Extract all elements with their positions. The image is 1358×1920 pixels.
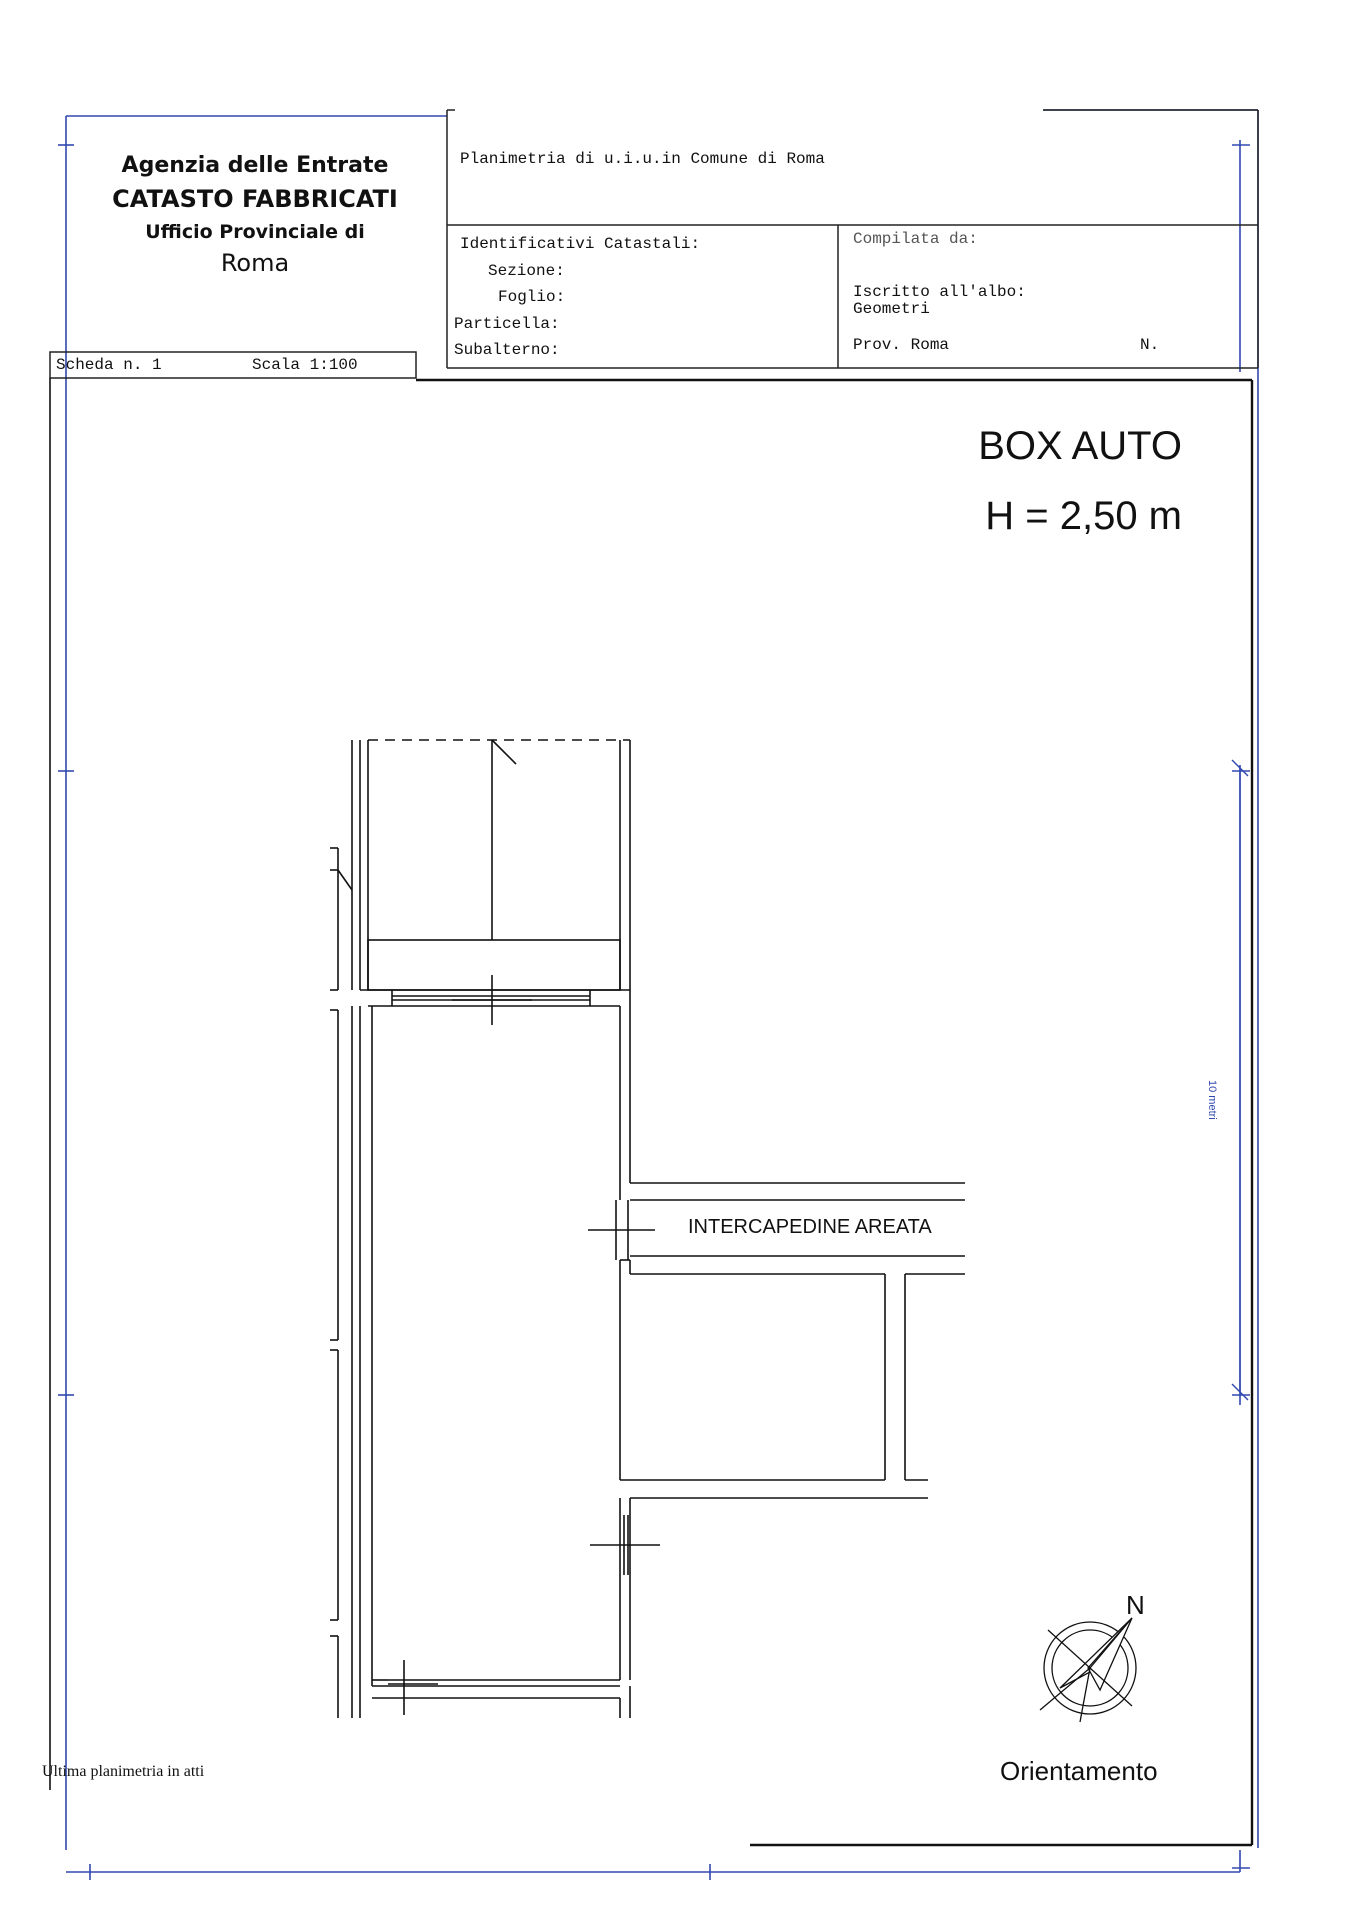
numero-label: N. bbox=[1140, 336, 1160, 354]
prov-label: Prov. Roma bbox=[853, 336, 950, 354]
plan-height: H = 2,50 m bbox=[985, 494, 1182, 538]
office-name-line4: Roma bbox=[220, 249, 290, 277]
office-name-line1: Agenzia delle Entrate bbox=[121, 153, 389, 178]
compass-icon bbox=[1040, 1618, 1136, 1722]
geometri-label: Geometri bbox=[853, 300, 930, 318]
scala-label: Scala 1:100 bbox=[252, 356, 358, 374]
compilata-label: Compilata da: bbox=[853, 230, 978, 248]
foglio-label: Foglio: bbox=[498, 288, 566, 306]
office-name-line3: Ufficio Provinciale di bbox=[145, 221, 365, 243]
iscritto-label: Iscritto all'albo: bbox=[853, 283, 1026, 301]
north-label: N bbox=[1126, 1590, 1145, 1620]
plan-title: BOX AUTO bbox=[978, 424, 1182, 468]
intercapedine-label: INTERCAPEDINE AREATA bbox=[688, 1216, 932, 1238]
orientamento-label: Orientamento bbox=[1000, 1756, 1158, 1786]
planimetria-title: Planimetria di u.i.u.in Comune di Roma bbox=[460, 150, 825, 168]
subalterno-label: Subalterno: bbox=[454, 341, 560, 359]
particella-label: Particella: bbox=[454, 315, 560, 333]
footer-note: Ultima planimetria in atti bbox=[42, 1763, 205, 1780]
identificativi-title: Identificativi Catastali: bbox=[460, 235, 701, 253]
sezione-label: Sezione: bbox=[488, 262, 565, 280]
scale-bar-label: 10 metri bbox=[1206, 1080, 1218, 1120]
office-name-line2: CATASTO FABBRICATI bbox=[112, 185, 398, 213]
blue-sheet-frame bbox=[58, 110, 1258, 1880]
sheet-border bbox=[50, 378, 1252, 1845]
scale-dimension bbox=[1232, 760, 1248, 1400]
scheda-label: Scheda n. 1 bbox=[56, 356, 162, 374]
